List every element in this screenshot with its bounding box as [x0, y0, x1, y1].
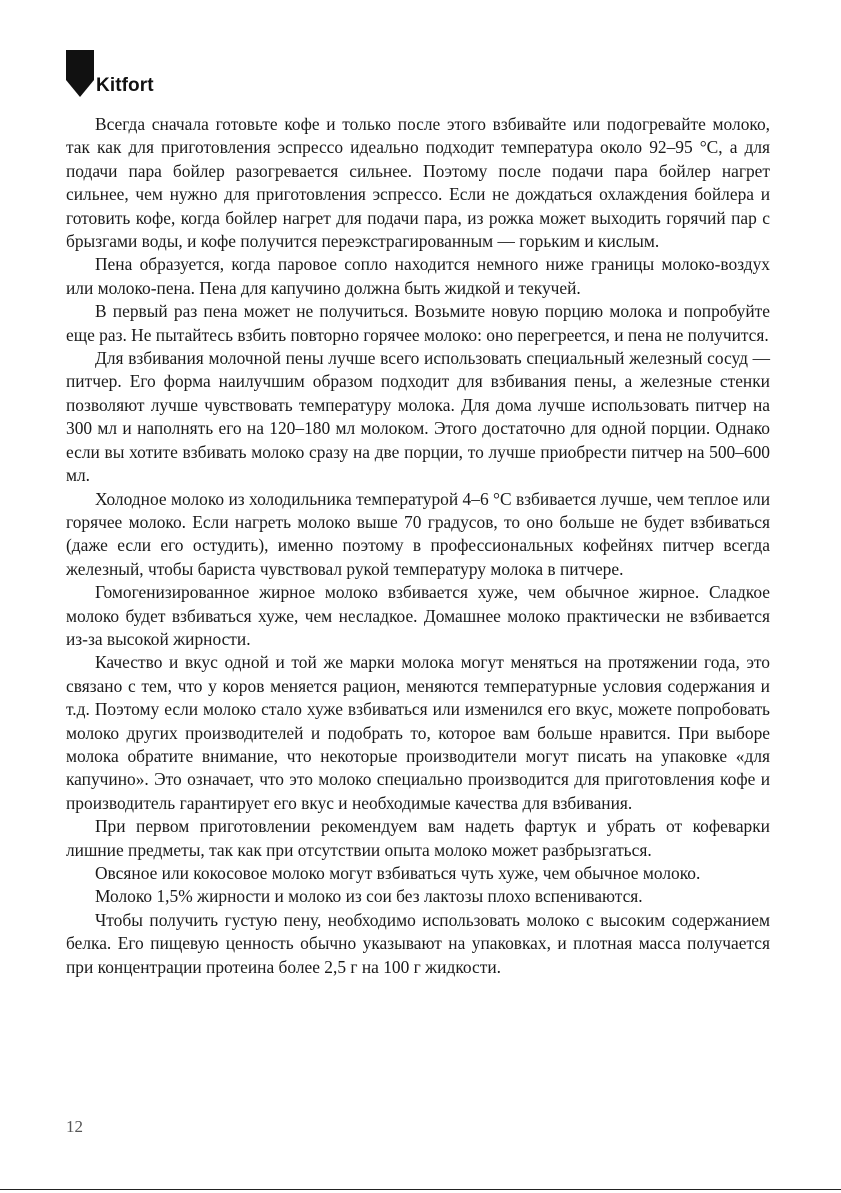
paragraph: Молоко 1,5% жирности и молоко из сои без лактозы плохо вспениваются.: [95, 886, 643, 907]
paragraph: Гомогенизированное жирное молоко взбивается хуже, чем обычное жирное. Сладкое молоко будет взбиваться хуже, чем несладкое. Домашнее молоко практически не взбивается из-за высокой жирности.: [66, 582, 770, 649]
paragraph: Всегда сначала готовьте кофе и только после этого взбивайте или подогревайте молоко, так как для приготовления эспрессо идеально подходит температура около 92–95 °С, а для подачи пара бойлер разогревается сильнее. Поэтому после подачи пара бойлер нагрет сильнее, чем нужно для приготовления эспрессо. Если не дождаться охлаждения бойлера и готовить кофе, когда бойлер нагрет для подачи пара, из рожка может выходить горячий пар с брызгами воды, и кофе получится переэкстрагированным — горьким и кислым.: [66, 114, 770, 252]
paragraph: В первый раз пена может не получиться. Возьмите новую порцию молока и попробуйте еще раз. Не пытайтесь взбить повторно горячее молоко: оно перегреется, и пена не получится.: [66, 301, 770, 345]
page-number: 12: [66, 1117, 83, 1136]
page-body: [66, 113, 770, 979]
paragraph: Чтобы получить густую пену, необходимо использовать молоко с высоким содержанием белка. Его пищевую ценность обычно указывают на упаковках, и плотная масса получается при концентрации протеина более 2,5 г на 100 г жидкости.: [66, 909, 770, 977]
kitfort-logo-icon: [66, 50, 94, 98]
paragraph: Овсяное или кокосовое молоко могут взбиваться чуть хуже, чем обычное молоко.: [95, 863, 701, 883]
paragraph: Для взбивания молочной пены лучше всего использовать специальный железный сосуд — питчер. Его форма наилучшим образом подходит для взбивания пены, а железные стенки позволяют лучше чувствовать температуру молока. Для дома лучше использовать питчер на 300 мл и наполнять его на 120–180 мл молоком. Этого достаточно для одной порции. Однако если вы хотите взбивать молоко сразу на две порции, то лучше приобрести питчер на 500–600 мл.: [66, 348, 770, 486]
paragraph: Пена образуется, когда паровое сопло находится немного ниже границы молоко-воздух или молоко-пена. Пена для капучино должна быть жидкой и текучей.: [66, 254, 770, 298]
paragraph: Холодное молоко из холодильника температурой 4–6 °С взбивается лучше, чем теплое или горячее молоко. Если нагреть молоко выше 70 градусов, то оно больше не будет взбиваться (даже если его остудить), именно поэтому в профессиональных кофейнях питчер всегда железный, чтобы бариста чувствовал рукой температуру молока в питчере.: [66, 488, 770, 579]
logo-text: Kitfort: [96, 75, 154, 96]
paragraph: Качество и вкус одной и той же марки молока могут меняться на протяжении года, это связано с тем, что у коров меняется рацион, меняются температурные условия содержания и т.д. Поэтому если молоко стало хуже взбиваться или изменился его вкус, можете попробовать молоко других производителей и подобрать то, которое вам больше нравится. При выборе молока обратите внимание, что некоторые производители могут писать на упаковке «для капучино». Это означает, что это молоко специально производится для приготовления кофе и производитель гарантирует его вкус и необходимые качества для взбивания.: [66, 652, 770, 813]
bottom-divider: [0, 1189, 841, 1190]
brand-logo: [66, 50, 154, 98]
paragraph: При первом приготовлении рекомендуем вам надеть фартук и убрать от кофеварки лишние предметы, так как при отсутствии опыта молоко может разбрызгаться.: [66, 816, 770, 860]
